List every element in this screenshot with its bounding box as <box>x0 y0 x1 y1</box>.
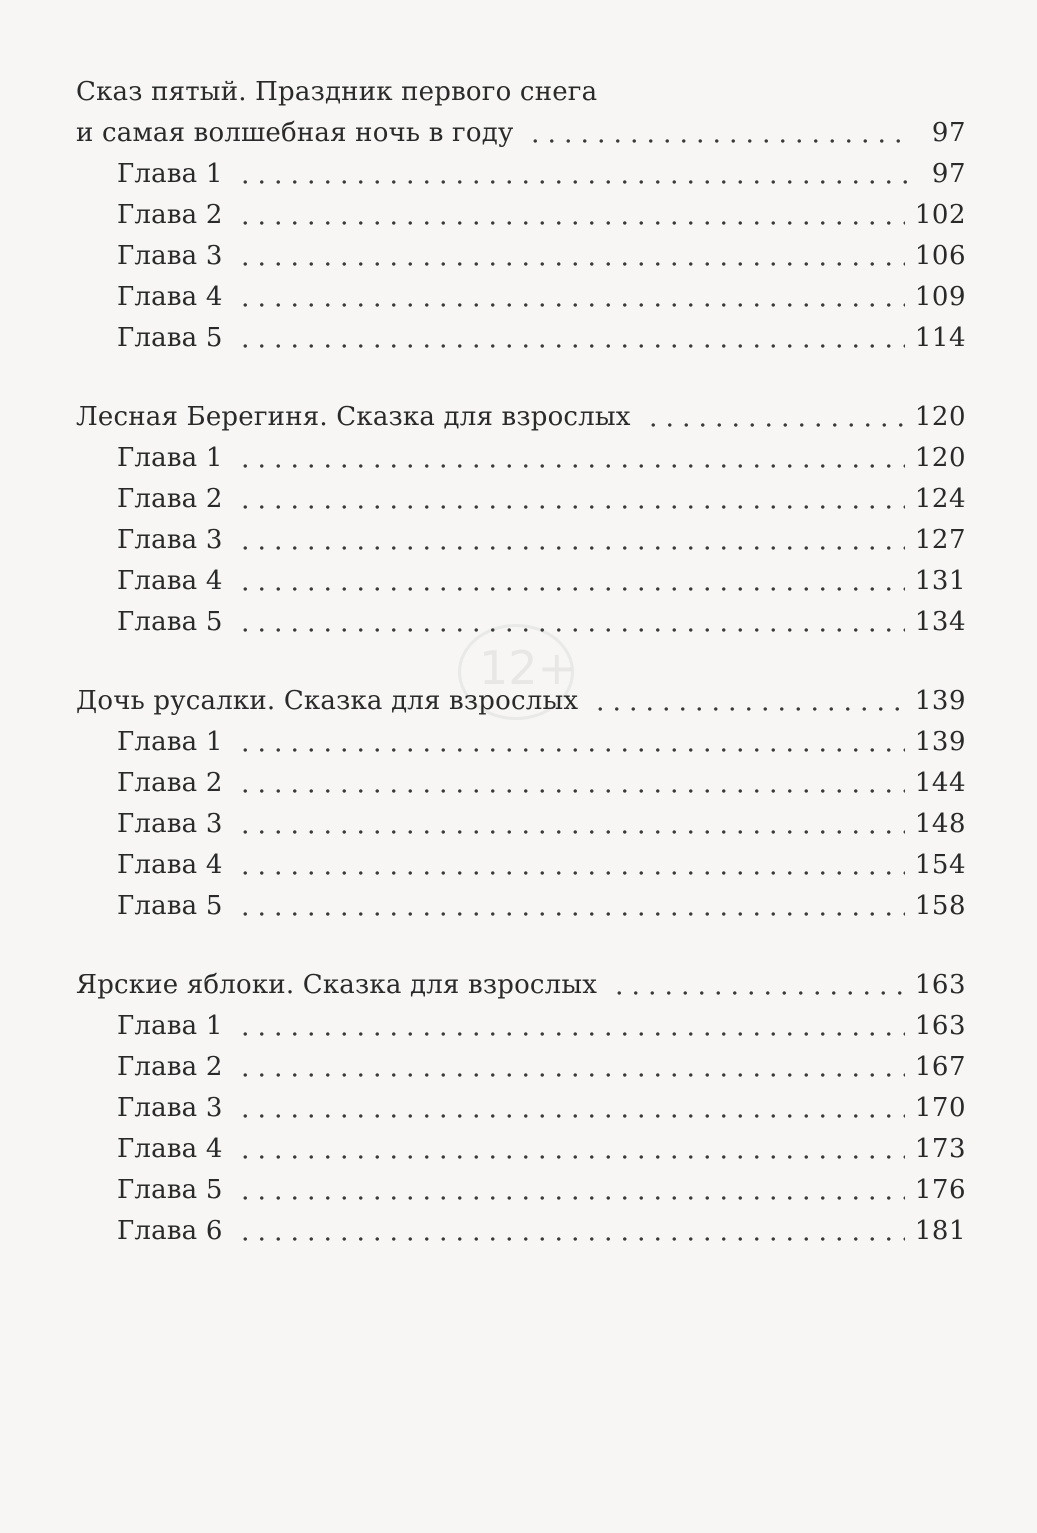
toc-entry-heading[interactable] <box>76 965 966 1006</box>
chapter-title: Глава 1 <box>117 727 223 757</box>
toc-entry-chapter[interactable] <box>76 520 966 561</box>
toc-entry-chapter[interactable] <box>76 1006 966 1047</box>
chapter-title: Глава 2 <box>117 768 223 798</box>
chapter-title: Глава 4 <box>117 566 223 596</box>
chapter-title: Глава 1 <box>117 1011 223 1041</box>
toc-entry-chapter[interactable] <box>76 561 966 602</box>
page-number: 144 <box>914 768 966 798</box>
toc-section <box>76 681 966 927</box>
dot-leader <box>237 1096 905 1122</box>
chapter-title: Глава 2 <box>117 484 223 514</box>
chapter-title: Глава 4 <box>117 282 223 312</box>
dot-leader <box>237 1014 905 1040</box>
toc-entry-chapter[interactable] <box>76 438 966 479</box>
dot-leader <box>237 730 905 756</box>
dot-leader <box>237 569 905 595</box>
section-title: и самая волшебная ночь в году <box>76 118 514 148</box>
dot-leader <box>645 405 905 431</box>
page-number: 139 <box>914 727 966 757</box>
table-of-contents <box>76 72 966 1290</box>
dot-leader <box>237 487 905 513</box>
page-number: 181 <box>914 1216 966 1246</box>
chapter-title: Глава 3 <box>117 1093 223 1123</box>
section-title: Дочь русалки. Сказка для взрослых <box>76 686 579 716</box>
toc-entry-chapter[interactable] <box>76 195 966 236</box>
toc-entry-chapter[interactable] <box>76 804 966 845</box>
page-number: 102 <box>914 200 966 230</box>
page-number: 120 <box>914 443 966 473</box>
toc-entry-heading[interactable] <box>76 397 966 438</box>
chapter-title: Глава 2 <box>117 1052 223 1082</box>
toc-entry-heading[interactable] <box>76 681 966 722</box>
toc-entry-chapter[interactable] <box>76 1088 966 1129</box>
page-number: 109 <box>914 282 966 312</box>
toc-entry-chapter[interactable] <box>76 1170 966 1211</box>
page-number: 176 <box>914 1175 966 1205</box>
toc-entry-chapter[interactable] <box>76 1129 966 1170</box>
toc-section <box>76 72 966 359</box>
toc-section <box>76 965 966 1252</box>
toc-entry-chapter[interactable] <box>76 722 966 763</box>
dot-leader <box>237 812 905 838</box>
page-number: 97 <box>931 159 966 189</box>
toc-entry-chapter[interactable] <box>76 318 966 359</box>
chapter-title: Глава 6 <box>117 1216 223 1246</box>
page-number: 114 <box>914 323 966 353</box>
chapter-title: Глава 5 <box>117 891 223 921</box>
toc-entry-chapter[interactable] <box>76 763 966 804</box>
page-number: 163 <box>914 970 966 1000</box>
dot-leader <box>237 528 905 554</box>
page-number: 158 <box>914 891 966 921</box>
dot-leader <box>237 771 905 797</box>
page-number: 127 <box>914 525 966 555</box>
dot-leader <box>237 203 905 229</box>
page-number: 134 <box>914 607 966 637</box>
dot-leader <box>237 853 905 879</box>
page-number: 154 <box>914 850 966 880</box>
toc-entry-chapter[interactable] <box>76 277 966 318</box>
page-number: 97 <box>931 118 966 148</box>
toc-entry-chapter[interactable] <box>76 1211 966 1252</box>
dot-leader <box>237 446 905 472</box>
chapter-title: Глава 3 <box>117 241 223 271</box>
page-number: 173 <box>914 1134 966 1164</box>
dot-leader <box>237 1178 905 1204</box>
dot-leader <box>237 610 905 636</box>
toc-entry-chapter[interactable] <box>76 845 966 886</box>
bleed-through-badge-text: 12+ <box>479 641 577 695</box>
dot-leader <box>237 1219 905 1245</box>
dot-leader <box>237 1137 905 1163</box>
toc-entry-chapter[interactable] <box>76 154 966 195</box>
page-number: 167 <box>914 1052 966 1082</box>
chapter-title: Глава 5 <box>117 323 223 353</box>
toc-entry-chapter[interactable] <box>76 602 966 643</box>
dot-leader <box>237 162 912 188</box>
toc-entry-heading[interactable] <box>76 113 966 154</box>
dot-leader <box>592 689 905 715</box>
page-number: 170 <box>914 1093 966 1123</box>
toc-entry-chapter[interactable] <box>76 236 966 277</box>
page-number: 131 <box>914 566 966 596</box>
chapter-title: Глава 4 <box>117 1134 223 1164</box>
section-title: Ярские яблоки. Сказка для взрослых <box>76 970 598 1000</box>
section-title: Лесная Берегиня. Сказка для взрослых <box>76 402 631 432</box>
dot-leader <box>237 326 905 352</box>
page-number: 106 <box>914 241 966 271</box>
dot-leader <box>237 894 905 920</box>
page-number: 148 <box>914 809 966 839</box>
toc-entry-chapter[interactable] <box>76 479 966 520</box>
page-number: 120 <box>914 402 966 432</box>
page-number: 163 <box>914 1011 966 1041</box>
page-number: 124 <box>914 484 966 514</box>
section-title: Сказ пятый. Праздник первого снега <box>76 77 598 107</box>
chapter-title: Глава 4 <box>117 850 223 880</box>
dot-leader <box>237 1055 905 1081</box>
dot-leader <box>237 244 905 270</box>
dot-leader <box>527 121 912 147</box>
chapter-title: Глава 3 <box>117 809 223 839</box>
toc-section <box>76 397 966 643</box>
chapter-title: Глава 5 <box>117 607 223 637</box>
chapter-title: Глава 2 <box>117 200 223 230</box>
toc-entry-chapter[interactable] <box>76 1047 966 1088</box>
toc-entry-chapter[interactable] <box>76 886 966 927</box>
chapter-title: Глава 3 <box>117 525 223 555</box>
dot-leader <box>237 285 905 311</box>
page-number: 139 <box>914 686 966 716</box>
chapter-title: Глава 5 <box>117 1175 223 1205</box>
chapter-title: Глава 1 <box>117 443 223 473</box>
chapter-title: Глава 1 <box>117 159 223 189</box>
dot-leader <box>611 973 905 999</box>
toc-entry-heading[interactable] <box>76 72 966 113</box>
